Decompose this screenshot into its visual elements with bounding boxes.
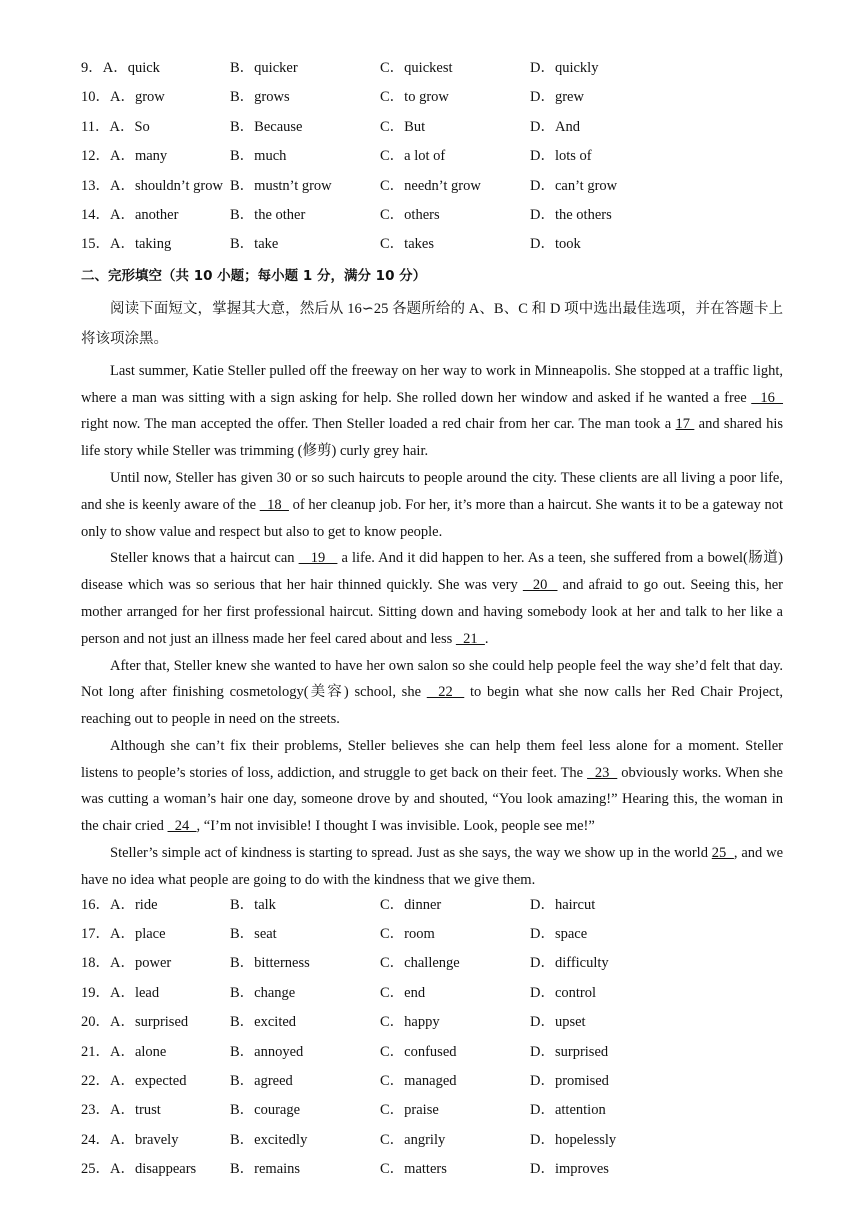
option-c[interactable]: C．matters bbox=[380, 1161, 447, 1178]
blank-23: 23 bbox=[587, 764, 618, 781]
question-number: 11． bbox=[81, 118, 110, 135]
option-d[interactable]: D．the others bbox=[530, 206, 612, 223]
option-b[interactable]: B．Because bbox=[230, 118, 303, 135]
passage-paragraph-2: Until now, Steller has given 30 or so such haircuts to people around the city. These clients are all living a poor life, and she is keenly aware of the 18 of her cleanup job. For her, it’s more than a haircut. She wants it to be a gateway not only to show value and respect but also to get to know people. bbox=[81, 469, 783, 540]
option-c[interactable]: C．But bbox=[380, 118, 426, 135]
option-c[interactable]: C．needn’t grow bbox=[380, 177, 481, 194]
option-d[interactable]: D．improves bbox=[530, 1161, 609, 1178]
option-b[interactable]: B．bitterness bbox=[230, 955, 310, 972]
question-row bbox=[81, 87, 783, 116]
passage-paragraph-5: Although she can’t fix their problems, Steller believes she can help them feel less alone for a moment. Steller listens to people’s stories of loss, addiction, and struggle to get back on their feet. The 23 obviously works. When she was cutting a woman’s hair one day, someone drove by and shouted, “You look amazing!” Hearing this, the woman in the chair cried 24 , “I’m not invisible! I thought I was invisible. Look, people see me!” bbox=[81, 737, 783, 835]
passage-paragraph-3: Steller knows that a haircut can 19 a life. And it did happen to her. As a teen, she suffered from a bowel(肠道) disease which was so serious that her hair thinned quickly. She was very 20 and afraid to go out. Seeing this, her mother arranged for her first professional haircut. Sitting down and having somebody look at her and talk to her like a person and not just an illness made her feel cared about and less 21 . bbox=[81, 550, 783, 647]
question-row bbox=[81, 234, 783, 263]
option-c[interactable]: C．managed bbox=[380, 1073, 457, 1090]
question-row bbox=[81, 924, 783, 953]
question-number-and-option-a bbox=[81, 205, 178, 225]
question-number: 23． bbox=[81, 1102, 110, 1119]
question-number-and-option-a bbox=[81, 1071, 187, 1091]
option-b[interactable]: B．remains bbox=[230, 1161, 301, 1178]
question-number-and-option-a bbox=[81, 117, 150, 137]
question-row bbox=[81, 1159, 783, 1188]
option-a[interactable]: A．place bbox=[110, 926, 166, 943]
exam-page bbox=[81, 58, 783, 1189]
question-number-and-option-a bbox=[81, 1130, 178, 1150]
option-c[interactable]: C．challenge bbox=[380, 955, 460, 972]
option-b[interactable]: B．change bbox=[230, 984, 296, 1001]
option-d[interactable]: D．hopelessly bbox=[530, 1131, 617, 1148]
option-a[interactable]: A．grow bbox=[110, 89, 165, 106]
question-number-and-option-a bbox=[81, 234, 171, 254]
question-row bbox=[81, 1100, 783, 1129]
option-b[interactable]: B．seat bbox=[230, 926, 277, 943]
option-d[interactable]: D．can’t grow bbox=[530, 177, 618, 194]
option-b[interactable]: B．the other bbox=[230, 206, 306, 223]
option-d[interactable]: D．difficulty bbox=[530, 955, 609, 972]
question-row bbox=[81, 1130, 783, 1159]
question-number: 13． bbox=[81, 177, 110, 194]
question-row bbox=[81, 117, 783, 146]
question-number: 10． bbox=[81, 89, 110, 106]
blank-20: 20 bbox=[522, 577, 558, 594]
option-d[interactable]: D．surprised bbox=[530, 1043, 609, 1060]
question-number-and-option-a bbox=[81, 1012, 188, 1032]
option-b[interactable]: B．take bbox=[230, 236, 279, 253]
passage-paragraph-4: After that, Steller knew she wanted to have her own salon so she could help people feel the way she’d felt that day. Not long after finishing cosmetology(美容) school, she 22 to begin what she now calls her Red Chair Project, reaching out to people in need on the streets. bbox=[81, 657, 783, 728]
option-d[interactable]: D．And bbox=[530, 118, 580, 135]
option-d[interactable]: D．lots of bbox=[530, 148, 592, 165]
question-row bbox=[81, 176, 783, 205]
option-b[interactable]: B．grows bbox=[230, 89, 290, 106]
option-d[interactable]: D．upset bbox=[530, 1014, 586, 1031]
question-number-and-option-a bbox=[81, 1042, 166, 1062]
question-number: 25． bbox=[81, 1161, 110, 1178]
option-d[interactable]: D．control bbox=[530, 984, 597, 1001]
option-c[interactable]: C．others bbox=[380, 206, 440, 223]
section-title: 二、完形填空（共 10 小题；每小题 1 分，满分 10 分） bbox=[81, 267, 427, 284]
question-number-and-option-a bbox=[81, 1100, 161, 1120]
question-list-16-25 bbox=[81, 895, 783, 1189]
option-a[interactable]: A．shouldn’t grow bbox=[110, 177, 223, 194]
option-c[interactable]: C．a lot of bbox=[380, 148, 446, 165]
option-a[interactable]: A．alone bbox=[110, 1043, 167, 1060]
option-a[interactable]: A．surprised bbox=[110, 1014, 189, 1031]
question-number: 14． bbox=[81, 206, 110, 223]
question-number-and-option-a bbox=[81, 1159, 196, 1179]
option-b[interactable]: B．annoyed bbox=[230, 1043, 304, 1060]
option-d[interactable]: D．grew bbox=[530, 89, 584, 106]
question-number-and-option-a bbox=[81, 983, 159, 1003]
option-a[interactable]: A．expected bbox=[110, 1073, 187, 1090]
option-b[interactable]: B．courage bbox=[230, 1102, 301, 1119]
question-row bbox=[81, 1071, 783, 1100]
option-c[interactable]: C．happy bbox=[380, 1014, 440, 1031]
instruction: 阅读下面短文，掌握其大意，然后从 16∽25 各题所给的 A、B、C 和 D 项中选出最佳选项，并在答题卡上将该项涂黑。 bbox=[81, 300, 783, 347]
option-d[interactable]: D．promised bbox=[530, 1073, 609, 1090]
option-b[interactable]: B．quicker bbox=[230, 60, 298, 76]
question-number-and-option-a bbox=[81, 58, 160, 78]
question-number: 18． bbox=[81, 955, 110, 972]
option-b[interactable]: B．excitedly bbox=[230, 1131, 308, 1148]
question-number-and-option-a bbox=[81, 953, 171, 973]
blank-17: 17 bbox=[675, 416, 695, 433]
blank-22: 22 bbox=[426, 684, 465, 701]
question-row bbox=[81, 205, 783, 234]
option-d[interactable]: D．haircut bbox=[530, 896, 596, 913]
option-c[interactable]: C．end bbox=[380, 984, 426, 1001]
option-a[interactable]: A．power bbox=[110, 955, 172, 972]
question-number-and-option-a bbox=[81, 895, 158, 915]
question-row bbox=[81, 895, 783, 924]
question-row bbox=[81, 983, 783, 1012]
option-c[interactable]: C．angrily bbox=[380, 1131, 446, 1148]
blank-16: 16 bbox=[751, 389, 784, 406]
option-c[interactable]: C．to grow bbox=[380, 89, 449, 106]
question-row bbox=[81, 146, 783, 175]
question-row bbox=[81, 58, 783, 87]
question-number-and-option-a bbox=[81, 176, 223, 196]
option-c[interactable]: C．room bbox=[380, 926, 435, 943]
option-c[interactable]: C．dinner bbox=[380, 896, 442, 913]
question-number-and-option-a bbox=[81, 924, 166, 944]
question-number: 16． bbox=[81, 896, 110, 913]
question-number-and-option-a bbox=[81, 146, 167, 166]
question-number: 21． bbox=[81, 1043, 110, 1060]
blank-25: 25 bbox=[711, 845, 734, 862]
option-b[interactable]: B．excited bbox=[230, 1014, 297, 1031]
option-a[interactable]: A．taking bbox=[110, 236, 172, 253]
option-a[interactable]: A．ride bbox=[110, 896, 158, 913]
question-list-9-15 bbox=[81, 58, 783, 264]
question-number: 20． bbox=[81, 1014, 110, 1031]
option-a[interactable]: A．lead bbox=[110, 984, 160, 1001]
question-number: 24． bbox=[81, 1131, 110, 1148]
option-d[interactable]: D．quickly bbox=[530, 60, 599, 76]
option-c[interactable]: C．quickest bbox=[380, 60, 453, 76]
option-c[interactable]: C．confused bbox=[380, 1043, 457, 1060]
option-a[interactable]: A．many bbox=[110, 148, 168, 165]
option-c[interactable]: C．takes bbox=[380, 236, 434, 253]
passage-paragraph-1: Last summer, Katie Steller pulled off the freeway on her way to work in Minneapolis. She stopped at a traffic light, where a man was sitting with a sign asking for help. She rolled down her window and asked if he wanted a free 16 right now. The man accepted the offer. Then Steller loaded a red chair from her car. The man took a 17 and shared his life story while Steller was trimming (修剪) curly grey hair. bbox=[81, 362, 784, 460]
blank-19: 19 bbox=[298, 550, 338, 567]
blank-24: 24 bbox=[167, 818, 197, 835]
question-number: 12． bbox=[81, 148, 110, 165]
option-d[interactable]: D．attention bbox=[530, 1102, 606, 1119]
option-d[interactable]: D．took bbox=[530, 236, 581, 253]
question-number: 17． bbox=[81, 926, 110, 943]
question-row bbox=[81, 953, 783, 982]
question-row bbox=[81, 1012, 783, 1041]
option-a[interactable]: A．trust bbox=[110, 1102, 161, 1119]
option-a[interactable]: A．disappears bbox=[110, 1161, 197, 1178]
option-a[interactable]: A．So bbox=[109, 118, 150, 135]
option-c[interactable]: C．praise bbox=[380, 1102, 439, 1119]
question-number: 15． bbox=[81, 236, 110, 253]
question-number: 19． bbox=[81, 984, 110, 1001]
option-b[interactable]: B．much bbox=[230, 148, 287, 165]
question-number-and-option-a bbox=[81, 87, 165, 107]
question-row bbox=[81, 1042, 783, 1071]
option-a[interactable]: A．bravely bbox=[110, 1131, 179, 1148]
option-b[interactable]: B．mustn’t grow bbox=[230, 177, 332, 194]
question-number: 22． bbox=[81, 1073, 110, 1090]
passage-paragraph-6: Steller’s simple act of kindness is starting to spread. Just as she says, the way we show up in the world 25 , and we have no idea what people are going to do with the kindness that we give them. bbox=[81, 845, 784, 888]
option-d[interactable]: D．space bbox=[530, 926, 588, 943]
option-b[interactable]: B．talk bbox=[230, 896, 276, 913]
blank-21: 21 bbox=[455, 630, 485, 647]
blank-18: 18 bbox=[259, 496, 289, 513]
question-number: 9． bbox=[81, 60, 103, 76]
option-a[interactable]: A．another bbox=[110, 206, 179, 223]
option-b[interactable]: B．agreed bbox=[230, 1073, 293, 1090]
option-a[interactable]: A．quick bbox=[102, 60, 160, 76]
